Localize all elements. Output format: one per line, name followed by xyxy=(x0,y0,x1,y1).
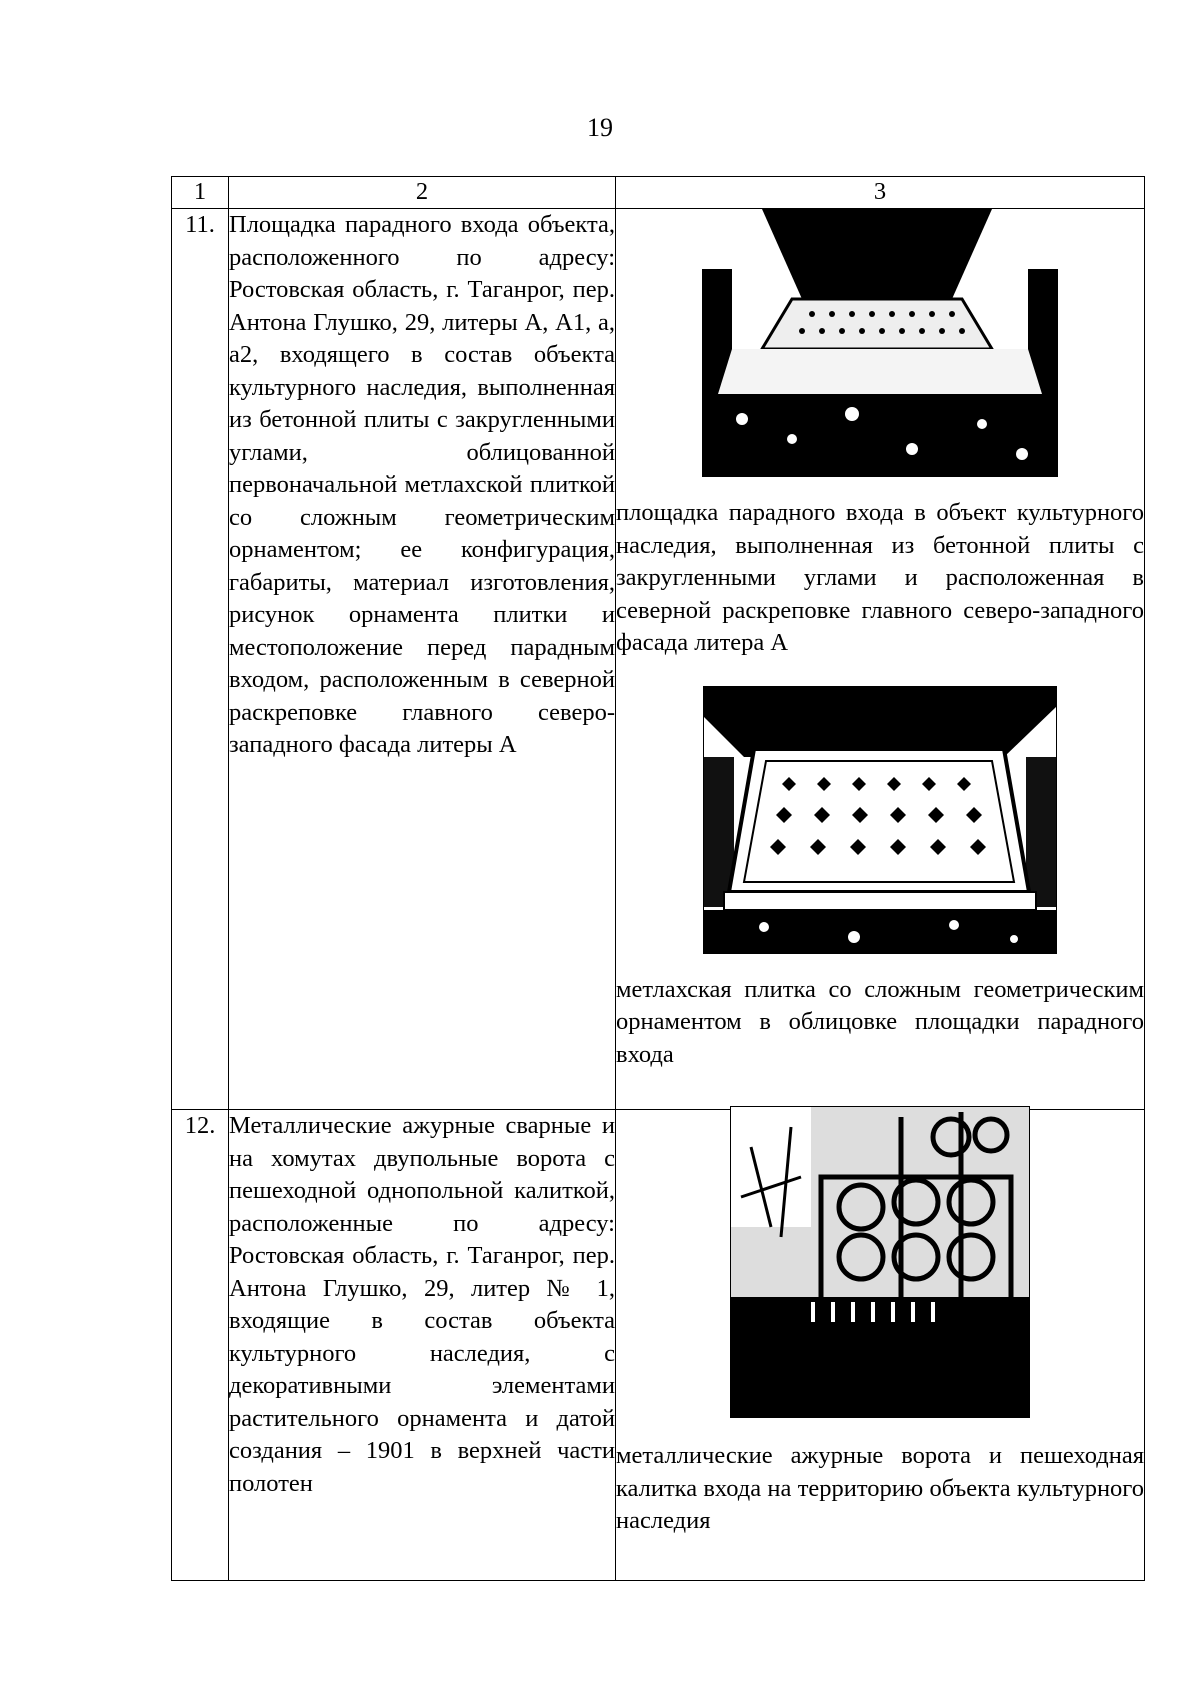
entrance-platform-photo xyxy=(702,209,1058,477)
row-number: 11. xyxy=(172,209,229,1110)
row-photos xyxy=(616,1110,1145,1581)
heritage-table xyxy=(171,176,1145,1581)
row-number: 12. xyxy=(172,1110,229,1581)
table-header-row xyxy=(172,177,1145,209)
metal-gates-photo xyxy=(730,1106,1030,1418)
description-text: Площадка парадного входа объекта, расположенного по адресу: Ростовская область, г. Таганрог, пер. Антона Глушко, 29, литеры А, А1, а, а2, входящего в состав объекта культурного наследия, выполненная из бетонной плиты с закругленными углами, облицованной первоначальной метлахской плиткой со сложным геометрическим орнаментом; ее конфигурация, габариты, материал изготовления, рисунок орнамента плитки и местоположение перед парадным входом, расположенным в северной раскреповке главного северо-западного фасада литеры А xyxy=(229,211,615,758)
table-row xyxy=(172,209,1145,1110)
table-row xyxy=(172,1110,1145,1581)
row-photos xyxy=(616,209,1145,1110)
row-description xyxy=(229,209,616,1110)
row-description xyxy=(229,1110,616,1581)
page-number: 19 xyxy=(587,113,613,142)
photo-caption: площадка парадного входа в объект культурного наследия, выполненная из бетонной плиты с закругленными углами и расположенная в северной раскреповке главного северо-западного фасада литера А xyxy=(616,499,1144,656)
tile-ornament-photo xyxy=(703,686,1057,954)
description-text: Металлические ажурные сварные и на хомутах двупольные ворота с пешеходной однопольной калиткой, расположенные по адресу: Ростовская область, г. Таганрог, пер. Антона Глушко, 29, литер № 1, входящие в состав объекта культурного наследия, с декоративными элементами растительного орнамента и датой создания – 1901 в верхней части полотен xyxy=(229,1112,615,1497)
column-header-2: 2 xyxy=(229,177,616,209)
photo-caption: метлахская плитка со сложным геометрическим орнаментом в облицовке площадки парадного входа xyxy=(616,975,1144,1068)
column-header-3: 3 xyxy=(616,177,1145,209)
column-header-1: 1 xyxy=(172,177,229,209)
photo-caption: металлические ажурные ворота и пешеходная калитка входа на территорию объекта культурного наследия xyxy=(616,1442,1144,1534)
